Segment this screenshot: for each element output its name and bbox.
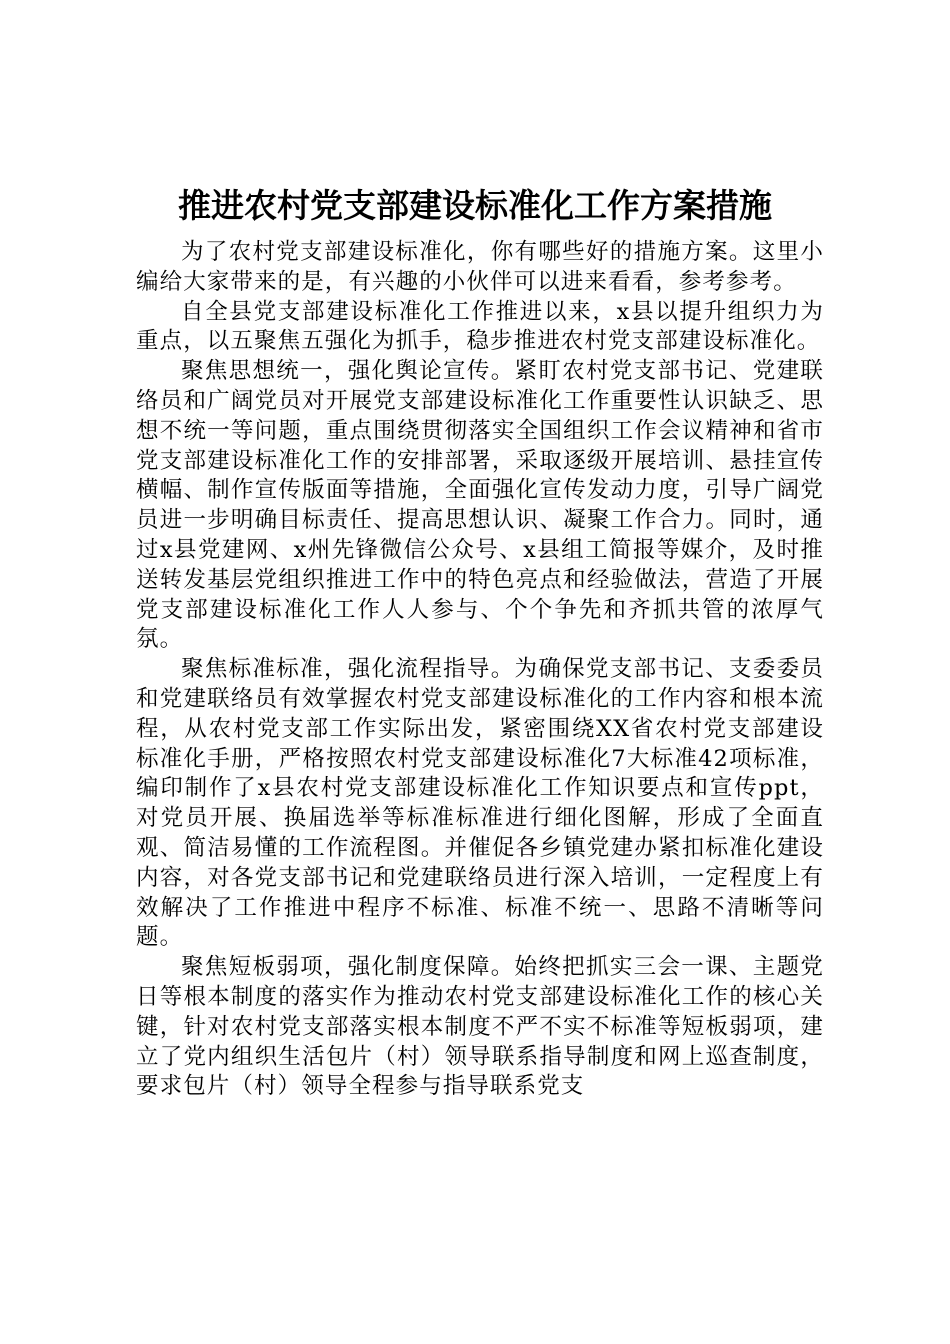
paragraph-overview: 自全县党支部建设标准化工作推进以来，x县以提升组织力为重点，以五聚焦五强化为抓手，稳步推进农村党支部建设标准化。 bbox=[136, 298, 824, 355]
paragraph-ideology: 聚焦思想统一，强化舆论宣传。紧盯农村党支部书记、党建联络员和广阔党员对开展党支部建设标准化工作重要性认识缺乏、思想不统一等问题，重点围绕贯彻落实全国组织工作会议精神和省市党支部建设标准化工作的安排部署，采取逐级开展培训、悬挂宣传横幅、制作宣传版面等措施，全面强化宣传发动力度，引导广阔党员进一步明确目标责任、提高思想认识、凝聚工作合力。同时，通过x县党建网、x州先锋微信公众号、x县组工简报等媒介，及时推送转发基层党组织推进工作中的特色亮点和经验做法，营造了开展党支部建设标准化工作人人参与、个个争先和齐抓共管的浓厚气氛。 bbox=[136, 358, 824, 653]
document-title: 推进农村党支部建设标准化工作方案措施 bbox=[178, 186, 772, 225]
document-body bbox=[136, 238, 824, 1102]
paragraph-intro: 为了农村党支部建设标准化，你有哪些好的措施方案。这里小编给大家带来的是，有兴趣的小伙伴可以进来看看，参考参考。 bbox=[136, 239, 824, 295]
paragraph-weak-points: 聚焦短板弱项，强化制度保障。始终把抓实三会一课、主题党日等根本制度的落实作为推动农村党支部建设标准化工作的核心关键，针对农村党支部落实根本制度不严不实不标准等短板弱项，建立了党内组织生活包片（村）领导联系指导制度和网上巡查制度，要求包片（村）领导全程参与指导联系党支 bbox=[136, 954, 824, 1100]
paragraph-standards: 聚焦标准标准，强化流程指导。为确保党支部书记、支委委员和党建联络员有效掌握农村党支部建设标准化的工作内容和根本流程，从农村党支部工作实际出发，紧密围绕XX省农村党支部建设标准化手册，严格按照农村党支部建设标准化7大标准42项标准，编印制作了x县农村党支部建设标准化工作知识要点和宣传ppt，对党员开展、换届选举等标准标准进行细化图解，形成了全面直观、简洁易懂的工作流程图。并催促各乡镇党建办紧扣标准化建设内容，对各党支部书记和党建联络员进行深入培训，一定程度上有效解决了工作推进中程序不标准、标准不统一、思路不清晰等问题。 bbox=[136, 656, 824, 951]
